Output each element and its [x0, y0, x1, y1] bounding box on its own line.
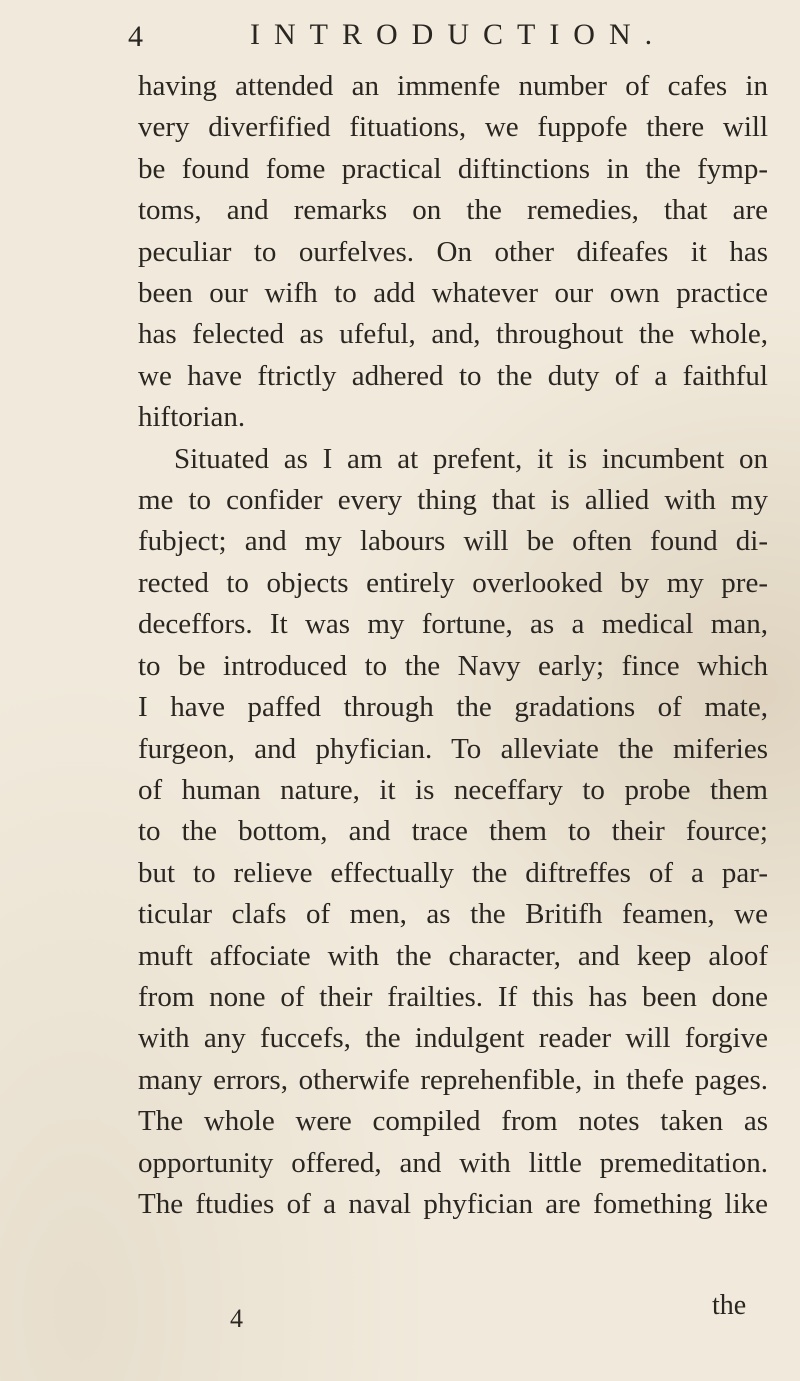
text-line: very diverfified fituations, we fuppofe there will — [138, 111, 768, 144]
text-line: muft affociate with the character, and keep aloof — [138, 939, 768, 972]
page-header — [0, 14, 800, 54]
text-line: been our wifh to add whatever our own practice — [138, 277, 768, 310]
text-line: has felected as ufeful, and, throughout the whole, — [138, 318, 768, 351]
text-line: from none of their frailties. If this has been done — [138, 980, 768, 1013]
text-line: The whole were compiled from notes taken as — [138, 1105, 768, 1138]
text-line: but to relieve effectually the diftreffes of a par- — [138, 856, 768, 889]
text-line: toms, and remarks on the remedies, that are — [138, 194, 768, 227]
text-line: furgeon, and phyfician. To alleviate the miferies — [138, 732, 768, 765]
text-line: fubject; and my labours will be often found di- — [138, 525, 768, 558]
page-footer — [0, 1290, 800, 1340]
text-line: peculiar to ourfelves. On other difeafes it has — [138, 235, 768, 268]
text-line: many errors, otherwife reprehenfible, in thefe pages. — [138, 1063, 768, 1096]
running-head: INTRODUCTION. — [250, 18, 667, 51]
paragraph-start-line: Situated as I am at prefent, it is incumbent on — [174, 442, 768, 475]
body-text — [138, 66, 768, 1225]
text-line: with any fuccefs, the indulgent reader will forgive — [138, 1022, 768, 1055]
catchword: the — [712, 1290, 747, 1321]
text-line: me to confider every thing that is allied with my — [138, 484, 768, 517]
text-line: opportunity offered, and with little premeditation. — [138, 1146, 768, 1179]
text-line: deceffors. It was my fortune, as a medical man, — [138, 608, 768, 641]
text-line: having attended an immenfe number of cafes in — [138, 70, 768, 102]
text-line: rected to objects entirely overlooked by my pre- — [138, 566, 768, 599]
text-line: The ftudies of a naval phyfician are fomething like — [138, 1187, 768, 1220]
text-line: of human nature, it is neceffary to probe them — [138, 773, 768, 806]
text-line: be found fome practical diftinctions in the fymp- — [138, 152, 768, 185]
text-line: to the bottom, and trace them to their fource; — [138, 815, 768, 848]
text-line: ticular clafs of men, as the Britifh feamen, we — [138, 898, 768, 931]
signature-mark: 4 — [230, 1304, 243, 1333]
text-line: we have ftrictly adhered to the duty of a faithful — [138, 359, 768, 392]
text-line: I have paffed through the gradations of mate, — [138, 691, 768, 724]
page-number: 4 — [128, 20, 144, 53]
text-line: to be introduced to the Navy early; fince which — [138, 649, 768, 682]
text-line: hiftorian. — [138, 401, 246, 434]
